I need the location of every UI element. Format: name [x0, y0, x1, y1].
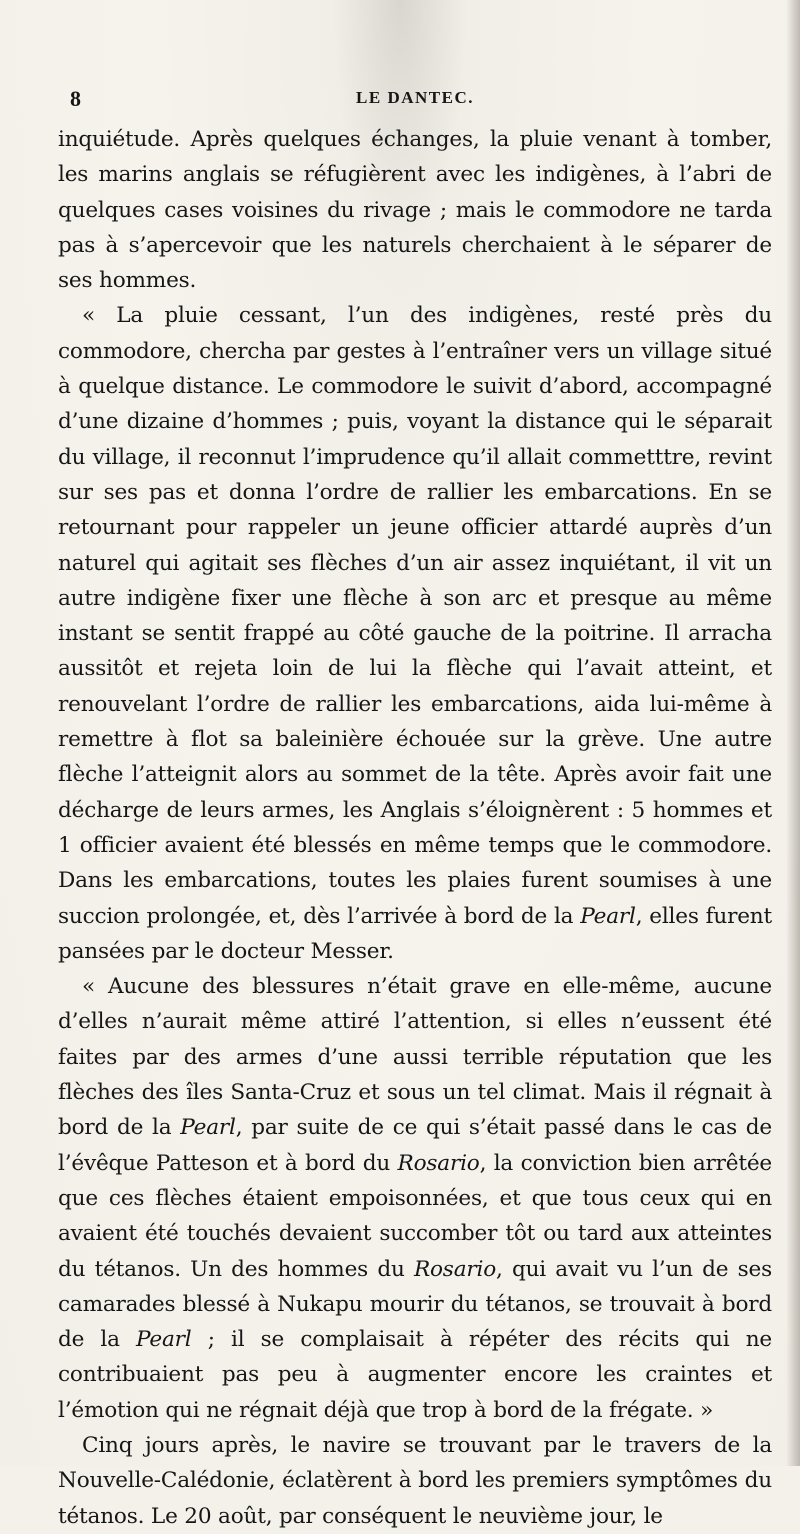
italic-text: Pearl: [136, 1327, 192, 1353]
paragraph: [58, 122, 772, 298]
text-run: , elles furent pansées par le docteur Messer.: [58, 903, 772, 964]
text-run: , qui avait vu l’un de ses camarades blessé à Nukapu mourir du tétanos, se trouvait à bord de la: [58, 1256, 772, 1353]
italic-text: Rosario: [397, 1150, 480, 1176]
text-run: , la conviction bien arrêtée que ces flèches étaient empoisonnées, et que tous ceux qui en avaient été touchés devaient succomber tôt ou tard aux atteintes du tétanos. Un des hommes du: [58, 1150, 772, 1282]
running-head: LE DANTEC.: [356, 88, 474, 107]
paragraph: [58, 1428, 772, 1534]
body-text: [58, 122, 772, 1534]
text-run: inquiétude. Après quelques échanges, la pluie venant à tomber, les marins anglais se réfugièrent avec les indigènes, à l’abri de quelques cases voisines du rivage ; mais le commodore ne tarda pas à s’apercevoir que les naturels cherchaient à le séparer de ses hommes.: [58, 127, 772, 294]
text-run: « Aucune des blessures n’était grave en elle-même, aucune d’elles n’aurait même attiré l’attention, si elles n’eussent été faites par des armes d’une aussi terrible réputation que les flèches des îles Santa-Cruz et sous un tel climat. Mais il régnait à bord de la: [58, 974, 772, 1141]
italic-text: Pearl: [580, 903, 636, 929]
italic-text: Rosario: [413, 1256, 496, 1282]
italic-text: Pearl: [180, 1115, 236, 1141]
page-header: [58, 86, 772, 116]
paragraph: [58, 298, 772, 969]
text-run: , par suite de ce qui s’était passé dans le cas de l’évêque Patteson et à bord du: [58, 1115, 772, 1176]
page-number: 8: [70, 86, 81, 111]
text-run: Cinq jours après, le navire se trouvant par le travers de la Nouvelle-Calédonie, éclatèrent à bord les premiers symptômes du tétanos. Le 20 août, par conséquent le neuvième jour, le: [58, 1432, 772, 1529]
text-run: « La pluie cessant, l’un des indigènes, resté près du commodore, chercha par gestes à l’entraîner vers un village situé à quelque distance. Le commodore le suivit d’abord, accompagné d’une dizaine d’hommes ; puis, voyant la distance qui le séparait du village, il reconnut l’imprudence qu’il allait commetttre, revint sur ses pas et donna l’ordre de rallier les embarcations. En se retournant pour rappeler un jeune officier attardé auprès d’un naturel qui agitait ses flèches d’un air assez inquiétant, il vit un autre indigène fixer une flèche à son arc et presque au même instant se sentit frappé au côté gauche de la poitrine. Il arracha aussitôt et rejeta loin de lui la flèche qui l’avait atteint, et renouvelant l’ordre de rallier les embarcations, aida lui-même à remettre à flot sa baleinière échouée sur la grève. Une autre flèche l’atteignit alors au sommet de la tête. Après avoir fait une décharge de leurs armes, les Anglais s’éloignèrent : 5 hommes et 1 officier avaient été blessés en même temps que le commodore. Dans les embarcations, toutes les plaies furent soumises à une succion prolongée, et, dès l’arrivée à bord de la: [58, 303, 772, 929]
paragraph: [58, 969, 772, 1428]
text-run: ; il se complaisait à répéter des récits qui ne contribuaient pas peu à augmenter encore les craintes et l’émotion qui ne régnait déjà que trop à bord de la frégate. »: [58, 1327, 772, 1423]
